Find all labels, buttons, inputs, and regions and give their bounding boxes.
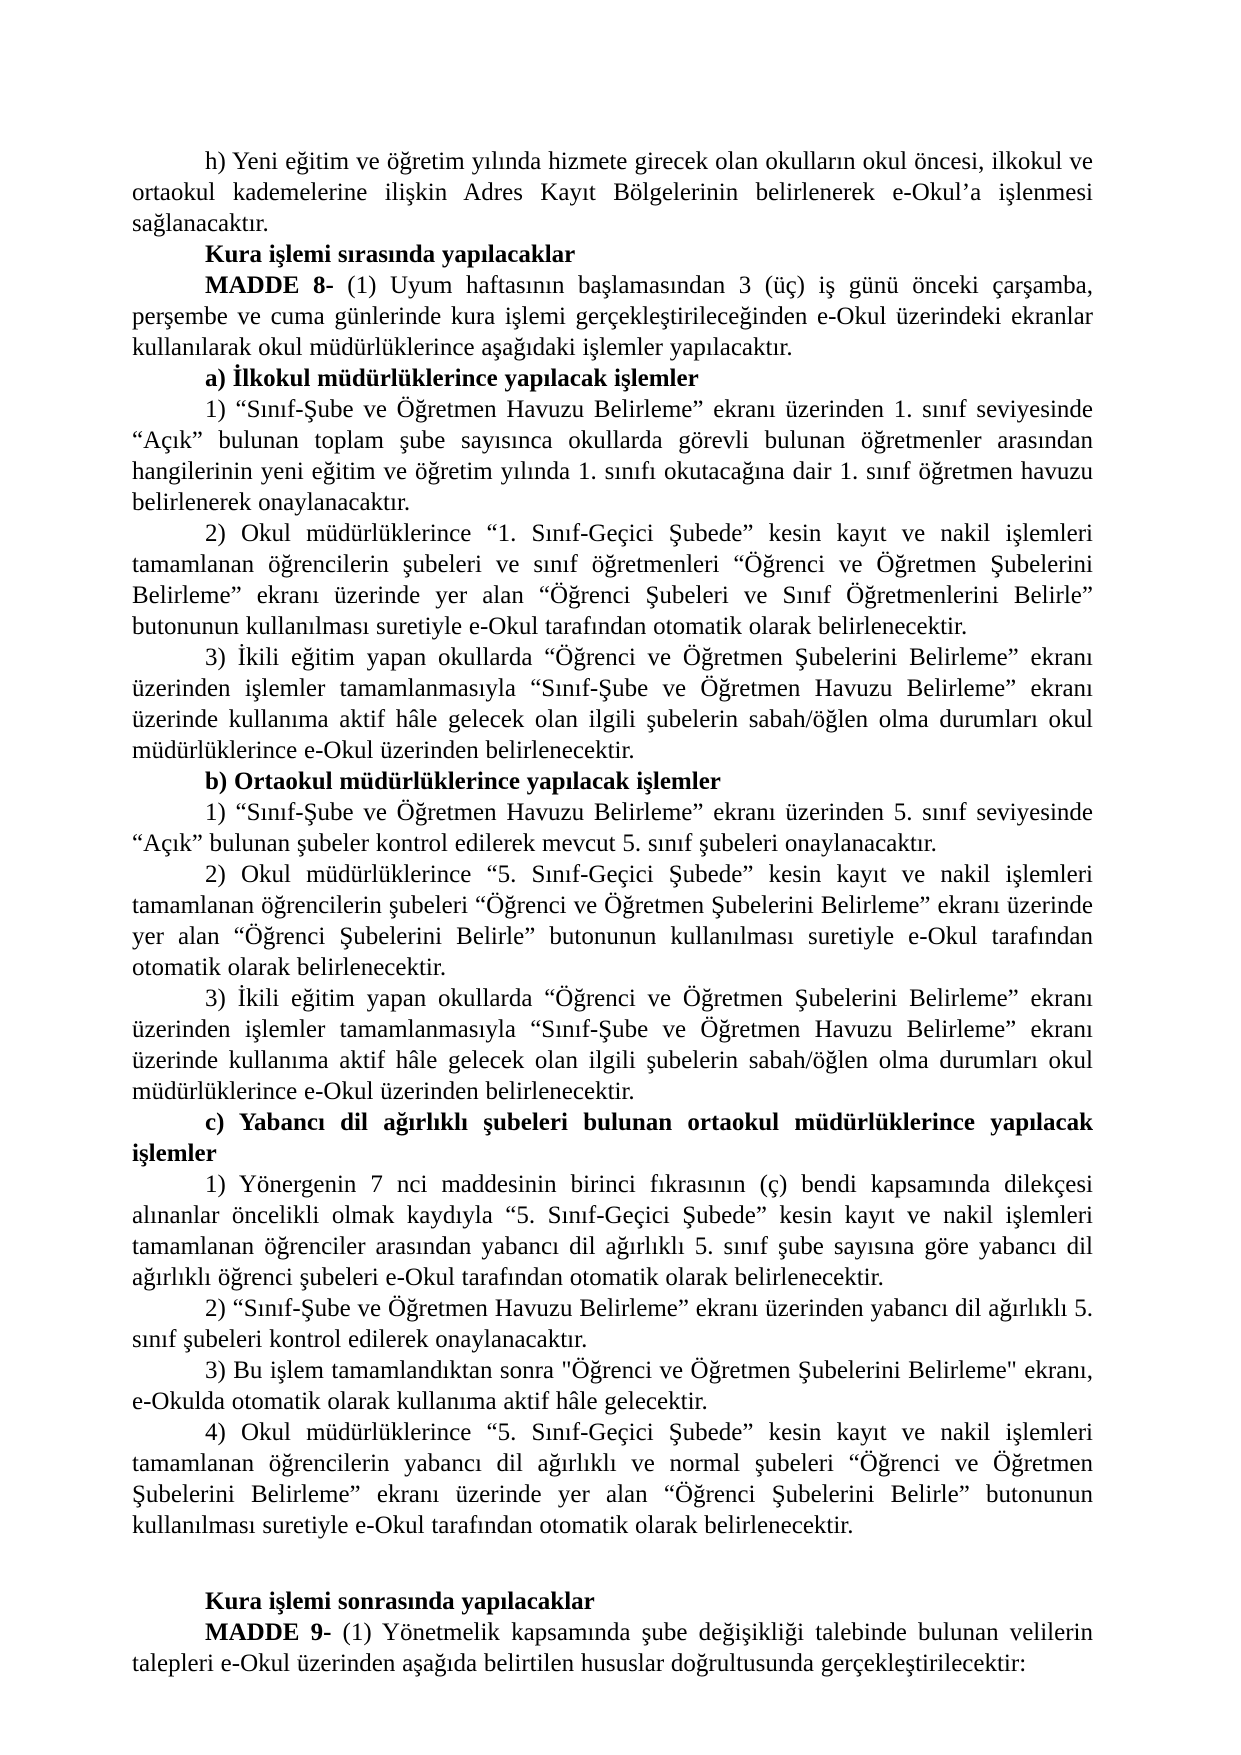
paragraph [132, 797, 1093, 859]
text-run: (1) Uyum haftasının başlamasından 3 (üç) iş günü önceki çarşamba, perşembe ve cuma günlerinde kura işlemi gerçekleştirileceğinden e-Okul üzerindeki ekranlar kullanılarak okul müdürlüklerince aşağıdaki işlemler yapılacaktır. [132, 272, 1094, 361]
section-heading [132, 766, 1093, 797]
paragraph [132, 1617, 1093, 1679]
bold-text-run: c) Yabancı dil ağırlıklı şubeleri bulunan ortaokul müdürlüklerince yapılacak işlemler [132, 1109, 1093, 1167]
paragraph [132, 1169, 1093, 1293]
text-run: 1) “Sınıf-Şube ve Öğretmen Havuzu Belirleme” ekranı üzerinden 1. sınıf seviyesinde “Açık” bulunan toplam şube sayısınca okullarda görevli bulunan öğretmenler arasından hangilerinin yeni eğitim ve öğretim yılında 1. sınıfı okutacağına dair 1. sınıf öğretmen havuzu belirlenerek onaylanacaktır. [132, 396, 1093, 516]
bold-text-run: MADDE 8- [205, 272, 334, 299]
text-run: (1) Yönetmelik kapsamında şube değişikliği talebinde bulunan velilerin talepleri e-Okul üzerinden aşağıda belirtilen hususlar doğrultusunda gerçekleştirilecektir: [132, 1619, 1093, 1677]
text-run: h) Yeni eğitim ve öğretim yılında hizmete girecek olan okulların okul öncesi, ilkokul ve ortaokul kademelerine ilişkin Adres Kayıt Bölgelerinin belirlenerek e-Okul’a işlenmesi sağlanacaktır. [132, 148, 1093, 237]
text-run: 2) Okul müdürlüklerince “5. Sınıf-Geçici Şubede” kesin kayıt ve nakil işlemleri tamamlanan öğrencilerin şubeleri “Öğrenci ve Öğretmen Şubelerini Belirleme” ekranı üzerinde yer alan “Öğrenci Şubelerini Belirle” butonunun kullanılması suretiyle e-Okul tarafından otomatik olarak belirlenecektir. [132, 861, 1093, 981]
text-run: 1) “Sınıf-Şube ve Öğretmen Havuzu Belirleme” ekranı üzerinden 5. sınıf seviyesinde “Açık” bulunan şubeler kontrol edilerek mevcut 5. sınıf şubeleri onaylanacaktır. [132, 799, 1093, 857]
paragraph [132, 1293, 1093, 1355]
bold-text-run: a) İlkokul müdürlüklerince yapılacak işlemler [205, 365, 699, 392]
paragraph [132, 270, 1093, 363]
document-body [132, 146, 1093, 1679]
bold-text-run: Kura işlemi sonrasında yapılacaklar [205, 1588, 595, 1615]
section-heading [132, 1586, 1093, 1617]
section-heading [132, 239, 1093, 270]
paragraph [132, 859, 1093, 983]
paragraph [132, 1355, 1093, 1417]
text-run: 1) Yönergenin 7 nci maddesinin birinci fıkrasının (ç) bendi kapsamında dilekçesi alınanlar öncelikli olmak kaydıyla “5. Sınıf-Geçici Şubede” kesin kayıt ve nakil işlemleri tamamlanan öğrenciler arasından yabancı dil ağırlıklı 5. sınıf şube sayısına göre yabancı dil ağırlıklı öğrenci şubeleri e-Okul tarafından otomatik olarak belirlenecektir. [132, 1171, 1093, 1291]
paragraph [132, 1417, 1093, 1541]
paragraph [132, 983, 1093, 1107]
bold-text-run: MADDE 9- [205, 1619, 332, 1646]
paragraph [132, 642, 1093, 766]
paragraph [132, 394, 1093, 518]
section-heading [132, 363, 1093, 394]
paragraph [132, 146, 1093, 239]
paragraph [132, 518, 1093, 642]
text-run: 2) “Sınıf-Şube ve Öğretmen Havuzu Belirleme” ekranı üzerinden yabancı dil ağırlıklı 5. sınıf şubeleri kontrol edilerek onaylanacaktır. [132, 1295, 1093, 1353]
text-run: 3) Bu işlem tamamlandıktan sonra "Öğrenci ve Öğretmen Şubelerini Belirleme" ekranı, e-Okulda otomatik olarak kullanıma aktif hâle gelecektir. [132, 1357, 1093, 1415]
text-run: 3) İkili eğitim yapan okullarda “Öğrenci ve Öğretmen Şubelerini Belirleme” ekranı üzerinden işlemler tamamlanmasıyla “Sınıf-Şube ve Öğretmen Havuzu Belirleme” ekranı üzerinde kullanıma aktif hâle gelecek olan ilgili şubelerin sabah/öğlen olma durumları okul müdürlüklerince e-Okul üzerinden belirlenecektir. [132, 985, 1093, 1105]
text-run: 2) Okul müdürlüklerince “1. Sınıf-Geçici Şubede” kesin kayıt ve nakil işlemleri tamamlanan öğrencilerin şubeleri ve sınıf öğretmenleri “Öğrenci ve Öğretmen Şubelerini Belirleme” ekranı üzerinde yer alan “Öğrenci Şubeleri ve Sınıf Öğretmenlerini Belirle” butonunun kullanılması suretiyle e-Okul tarafından otomatik olarak belirlenecektir. [132, 520, 1093, 640]
text-run: 4) Okul müdürlüklerince “5. Sınıf-Geçici Şubede” kesin kayıt ve nakil işlemleri tamamlanan öğrencilerin yabancı dil ağırlıklı ve normal şubeleri “Öğrenci ve Öğretmen Şubelerini Belirleme” ekranı üzerinde yer alan “Öğrenci Şubelerini Belirle” butonunun kullanılması suretiyle e-Okul tarafından otomatik olarak belirlenecektir. [132, 1419, 1093, 1539]
section-heading [132, 1107, 1093, 1169]
bold-text-run: b) Ortaokul müdürlüklerince yapılacak işlemler [205, 768, 721, 795]
bold-text-run: Kura işlemi sırasında yapılacaklar [205, 241, 576, 268]
text-run: 3) İkili eğitim yapan okullarda “Öğrenci ve Öğretmen Şubelerini Belirleme” ekranı üzerinden işlemler tamamlanmasıyla “Sınıf-Şube ve Öğretmen Havuzu Belirleme” ekranı üzerinde kullanıma aktif hâle gelecek olan ilgili şubelerin sabah/öğlen olma durumları okul müdürlüklerince e-Okul üzerinden belirlenecektir. [132, 644, 1093, 764]
